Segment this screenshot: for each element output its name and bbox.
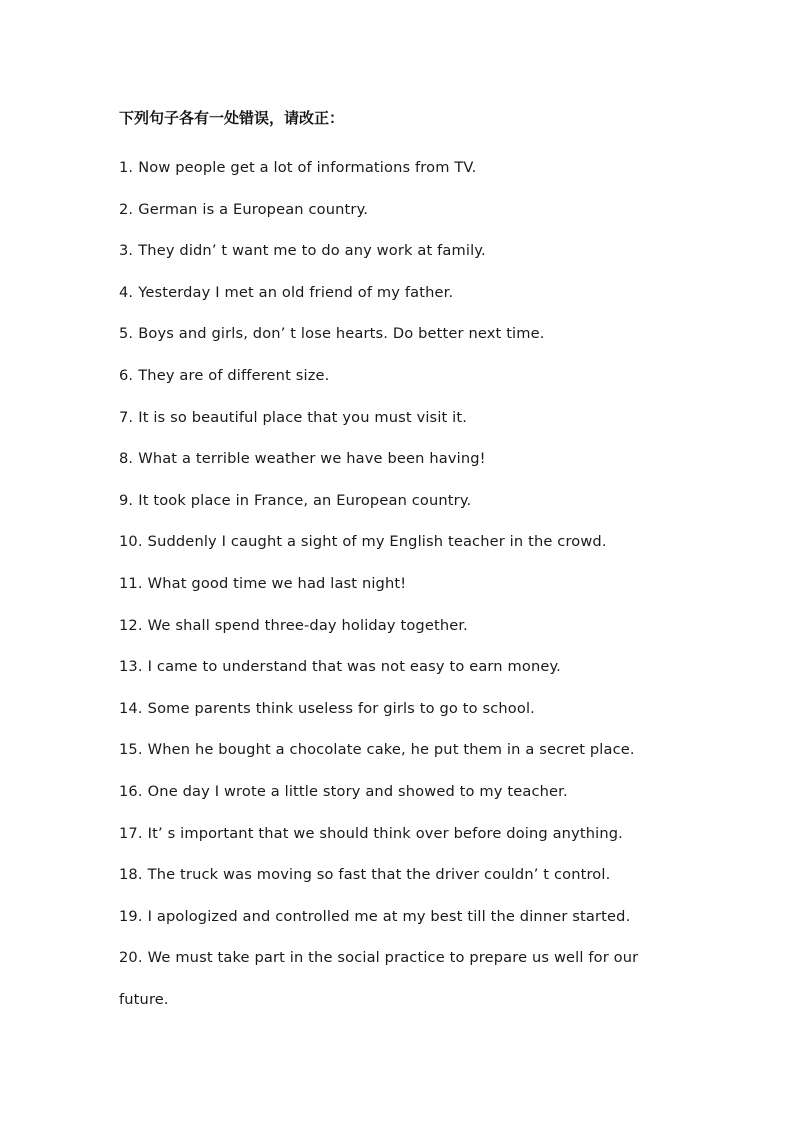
sentence-number: 6. xyxy=(119,366,134,384)
sentence-item xyxy=(119,646,689,688)
sentence-number: 9. xyxy=(119,491,134,509)
sentence-number: 13. xyxy=(119,658,143,676)
sentence-text: I apologized and controlled me at my best till the dinner started. xyxy=(147,907,631,925)
sentence-item xyxy=(119,896,689,938)
sentence-number: 14. xyxy=(119,699,143,717)
sentence-number: 1. xyxy=(119,159,134,176)
sentence-text: They are of different size. xyxy=(138,366,330,384)
sentence-number: 19. xyxy=(119,907,143,925)
sentence-number: 16. xyxy=(119,782,143,800)
sentence-number: 18. xyxy=(119,866,143,884)
sentence-number: 10. xyxy=(119,533,143,551)
sentence-item xyxy=(119,605,689,647)
sentence-item xyxy=(119,438,689,480)
sentence-item xyxy=(119,272,689,314)
sentence-number: 7. xyxy=(119,408,134,426)
sentence-text: It took place in France, an European country. xyxy=(138,491,472,509)
sentence-item xyxy=(119,771,689,813)
sentence-item xyxy=(119,813,689,855)
sentence-text: We shall spend three-day holiday together. xyxy=(147,616,468,634)
sentence-text: German is a European country. xyxy=(138,200,369,218)
sentence-item xyxy=(119,729,689,771)
sentence-list xyxy=(119,147,689,1020)
sentence-number: 8. xyxy=(119,450,134,468)
sentence-item xyxy=(119,397,689,439)
sentence-text: It’ s important that we should think over before doing anything. xyxy=(147,824,623,842)
sentence-number: 11. xyxy=(119,574,143,592)
sentence-number: 15. xyxy=(119,741,143,759)
sentence-text: Now people get a lot of informations from TV. xyxy=(138,159,477,176)
sentence-item xyxy=(119,854,689,896)
sentence-text: They didn’ t want me to do any work at family. xyxy=(138,242,486,260)
sentence-text: It is so beautiful place that you must visit it. xyxy=(138,408,468,426)
sentence-number: 20. xyxy=(119,949,143,967)
sentence-number: 2. xyxy=(119,200,134,218)
sentence-text: I came to understand that was not easy to earn money. xyxy=(147,658,561,676)
sentence-text: We must take part in the social practice to prepare us well for our future. xyxy=(119,949,639,1008)
sentence-item xyxy=(119,521,689,563)
sentence-text: Boys and girls, don’ t lose hearts. Do better next time. xyxy=(138,325,545,343)
sentence-item xyxy=(119,937,689,1020)
sentence-item xyxy=(119,230,689,272)
sentence-item xyxy=(119,313,689,355)
sentence-item xyxy=(119,355,689,397)
sentence-text: Suddenly I caught a sight of my English teacher in the crowd. xyxy=(147,533,607,551)
sentence-text: The truck was moving so fast that the driver couldn’ t control. xyxy=(147,866,611,884)
sentence-text: Yesterday I met an old friend of my father. xyxy=(138,283,454,301)
sentence-item xyxy=(119,563,689,605)
sentence-item xyxy=(119,688,689,730)
sentence-number: 12. xyxy=(119,616,143,634)
exercise-heading: 下列句子各有一处错误，请改正： xyxy=(119,109,345,127)
sentence-text: One day I wrote a little story and showed to my teacher. xyxy=(147,782,568,800)
exercise-content xyxy=(119,106,689,1020)
sentence-number: 3. xyxy=(119,242,134,260)
sentence-item xyxy=(119,480,689,522)
sentence-item xyxy=(119,147,689,189)
sentence-item xyxy=(119,189,689,231)
sentence-text: When he bought a chocolate cake, he put them in a secret place. xyxy=(147,741,635,759)
sentence-number: 17. xyxy=(119,824,143,842)
sentence-number: 4. xyxy=(119,283,134,301)
sentence-text: What a terrible weather we have been having! xyxy=(138,450,486,468)
sentence-text: Some parents think useless for girls to go to school. xyxy=(147,699,535,717)
sentence-text: What good time we had last night! xyxy=(147,574,407,592)
sentence-number: 5. xyxy=(119,325,134,343)
